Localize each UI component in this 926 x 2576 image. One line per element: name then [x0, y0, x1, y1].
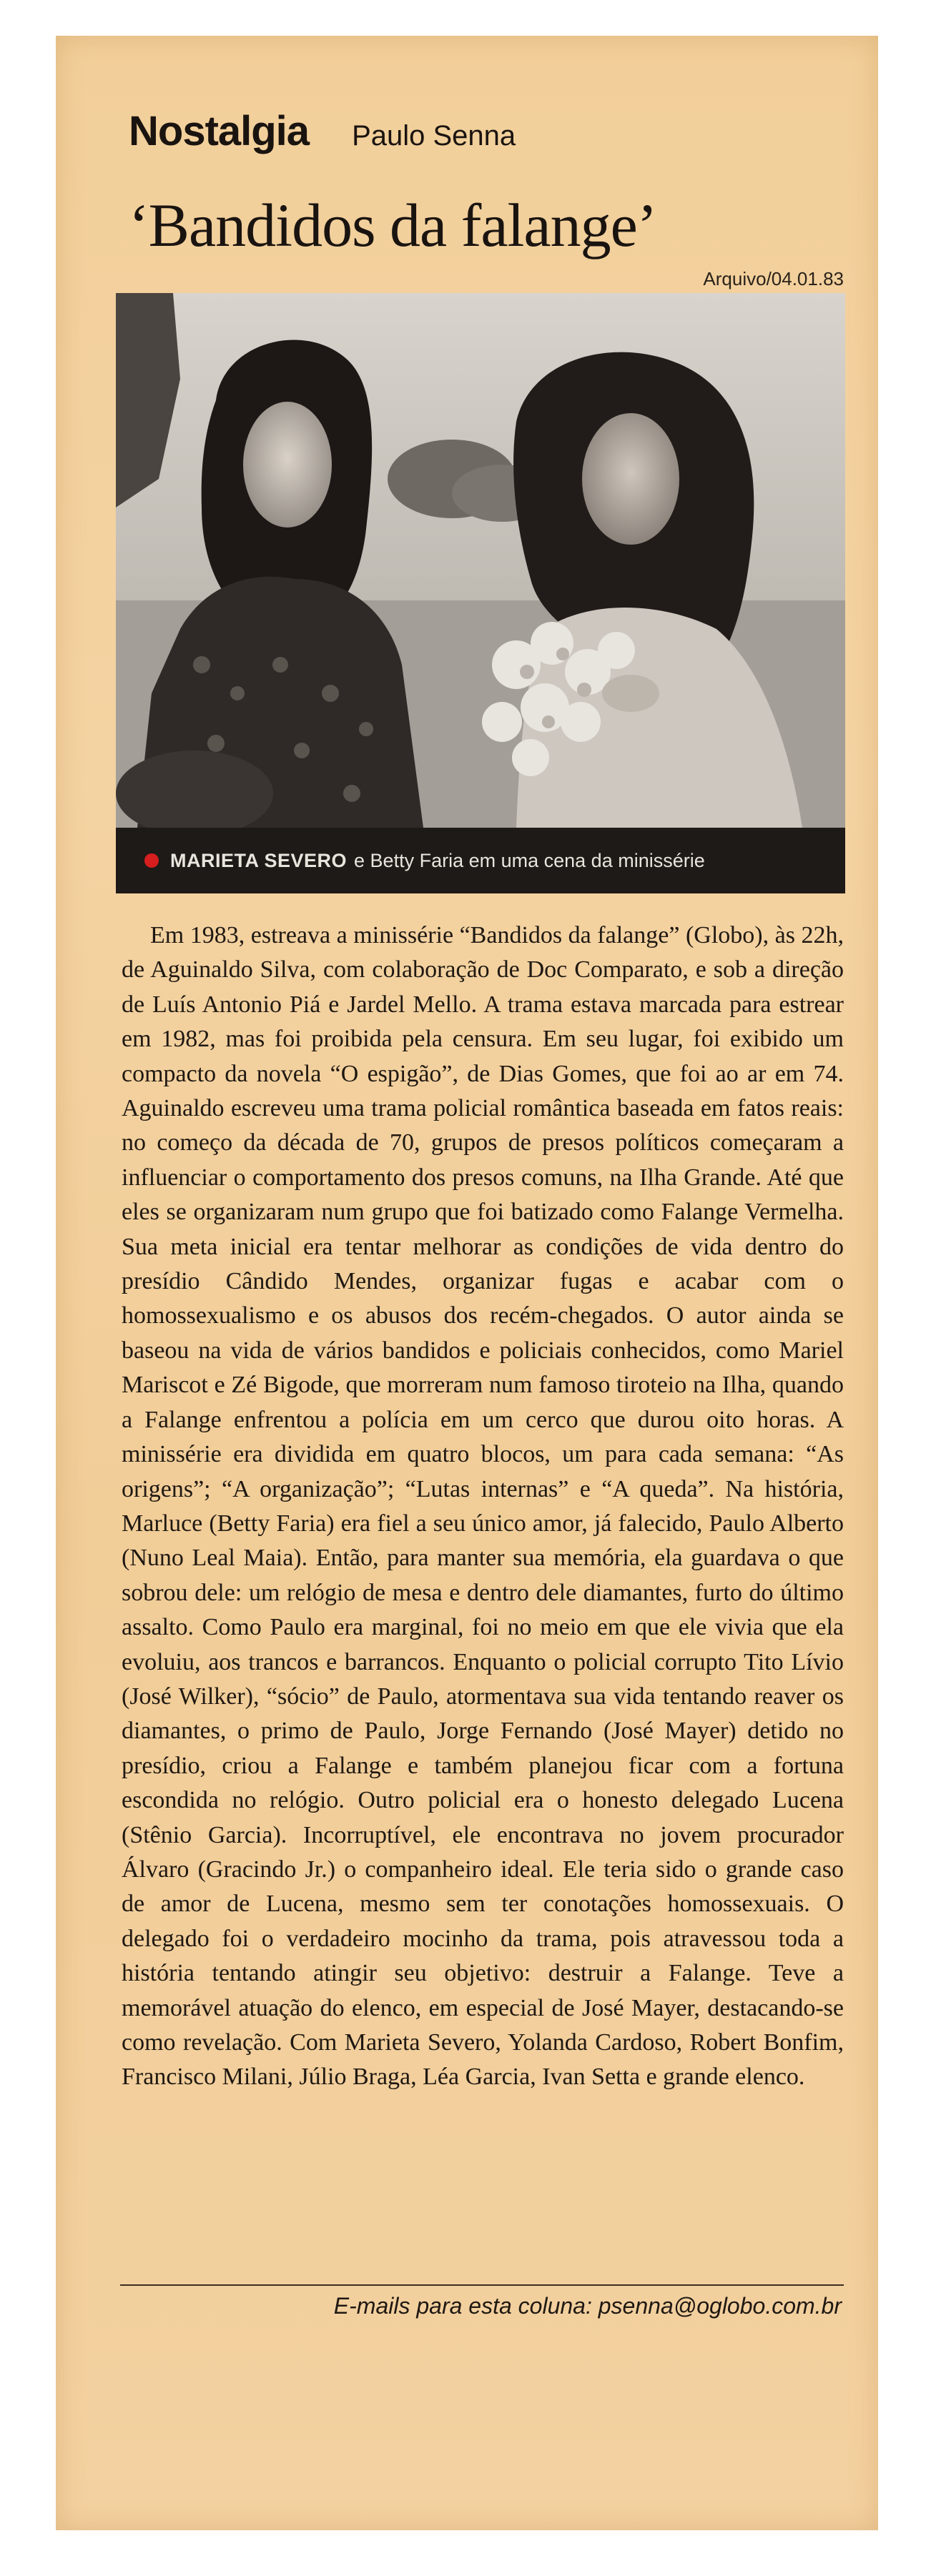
caption-name: MARIETA SEVERO — [170, 849, 348, 871]
archive-label: Arquivo/04.01.83 — [703, 268, 844, 289]
article-photo — [116, 293, 845, 893]
photo-illustration — [116, 293, 845, 893]
article-body: Em 1983, estreava a minissérie “Bandidos da falange” (Globo), às 22h, de Aguinaldo Silva, com colaboração de Doc Comparato, e sob a direção de Luís Antonio Piá e Jardel Mello. A trama estava marcada para estrear em 1982, mas foi proibida pela censura. Em seu lugar, foi exibido um compacto da novela “O espigão”, de Dias Gomes, que foi ao ar em 74. Aguinaldo escreveu uma trama policial romântica baseada em fatos reais: no começo da década de 70, grupos de presos políticos começaram a influenciar o comportamento dos presos comuns, na Ilha Grande. Até que eles se organizaram num grupo que foi batizado como Falange Vermelha. Sua meta inicial era tentar melhorar as condições de vida dentro do presídio Cândido Mendes, organizar fugas e acabar com o homossexualismo e os abusos dos recém-chegados. O autor ainda se baseou na vida de vários bandidos e policiais conhecidos, como Mariel Mariscot e Zé Bigode, que morreram num famoso tiroteio na Ilha, quando a Falange enfrentou a polícia em um cerco que durou oito horas. A minissérie era dividida em quatro blocos, um para cada semana: “As origens”; “A organização”; “Lutas internas” e “A queda”. Na história, Marluce (Betty Faria) era fiel a seu único amor, já falecido, Paulo Alberto (Nuno Leal Maia). Então, para manter sua memória, ela guardava o que sobrou dele: um relógio de mesa e dentro dele diamantes, furto do último assalto. Como Paulo era marginal, foi no meio em que ele vivia que ela evoluiu, aos trancos e barrancos. Enquanto o policial corrupto Tito Lívio (José Wilker), “sócio” de Paulo, atormentava sua vida tentando reaver os diamantes, o primo de Paulo, Jorge Fernando (José Mayer) detido no presídio, criou a Falange e também planejou ficar com a fortuna escondida no relógio. Outro policial era o honesto delegado Lucena (Stênio Garcia). Incorruptível, ele encontrava no jovem procurador Álvaro (Gracindo Jr.) o companheiro ideal. Ele teria sido o grande caso de amor de Lucena, mesmo sem ter conotações homossexuais. O delegado foi o verdadeiro mocinho da trama, pois atravessou toda a história tentando atingir seu objetivo: destruir a Falange. Teve a memorável atuação do elenco, em especial de José Mayer, destacando-se como revelação. Com Marieta Severo, Yolanda Cardoso, Robert Bonfim, Francisco Milani, Júlio Braga, Léa Garcia, Ivan Setta e grande elenco. — [122, 922, 844, 2091]
caption-text: e Betty Faria em uma cena da minissérie — [354, 849, 705, 871]
footer-divider — [120, 2284, 844, 2286]
photo-caption — [116, 828, 845, 893]
contact-footer: E-mails para esta coluna: psenna@oglobo.com.br — [333, 2293, 842, 2319]
author-name: Paulo Senna — [352, 120, 516, 152]
section-title: Nostalgia — [129, 108, 310, 154]
caption-bullet-icon — [144, 853, 159, 868]
column-header — [129, 107, 516, 164]
headline: ‘Bandidos da falange’ — [129, 191, 657, 259]
